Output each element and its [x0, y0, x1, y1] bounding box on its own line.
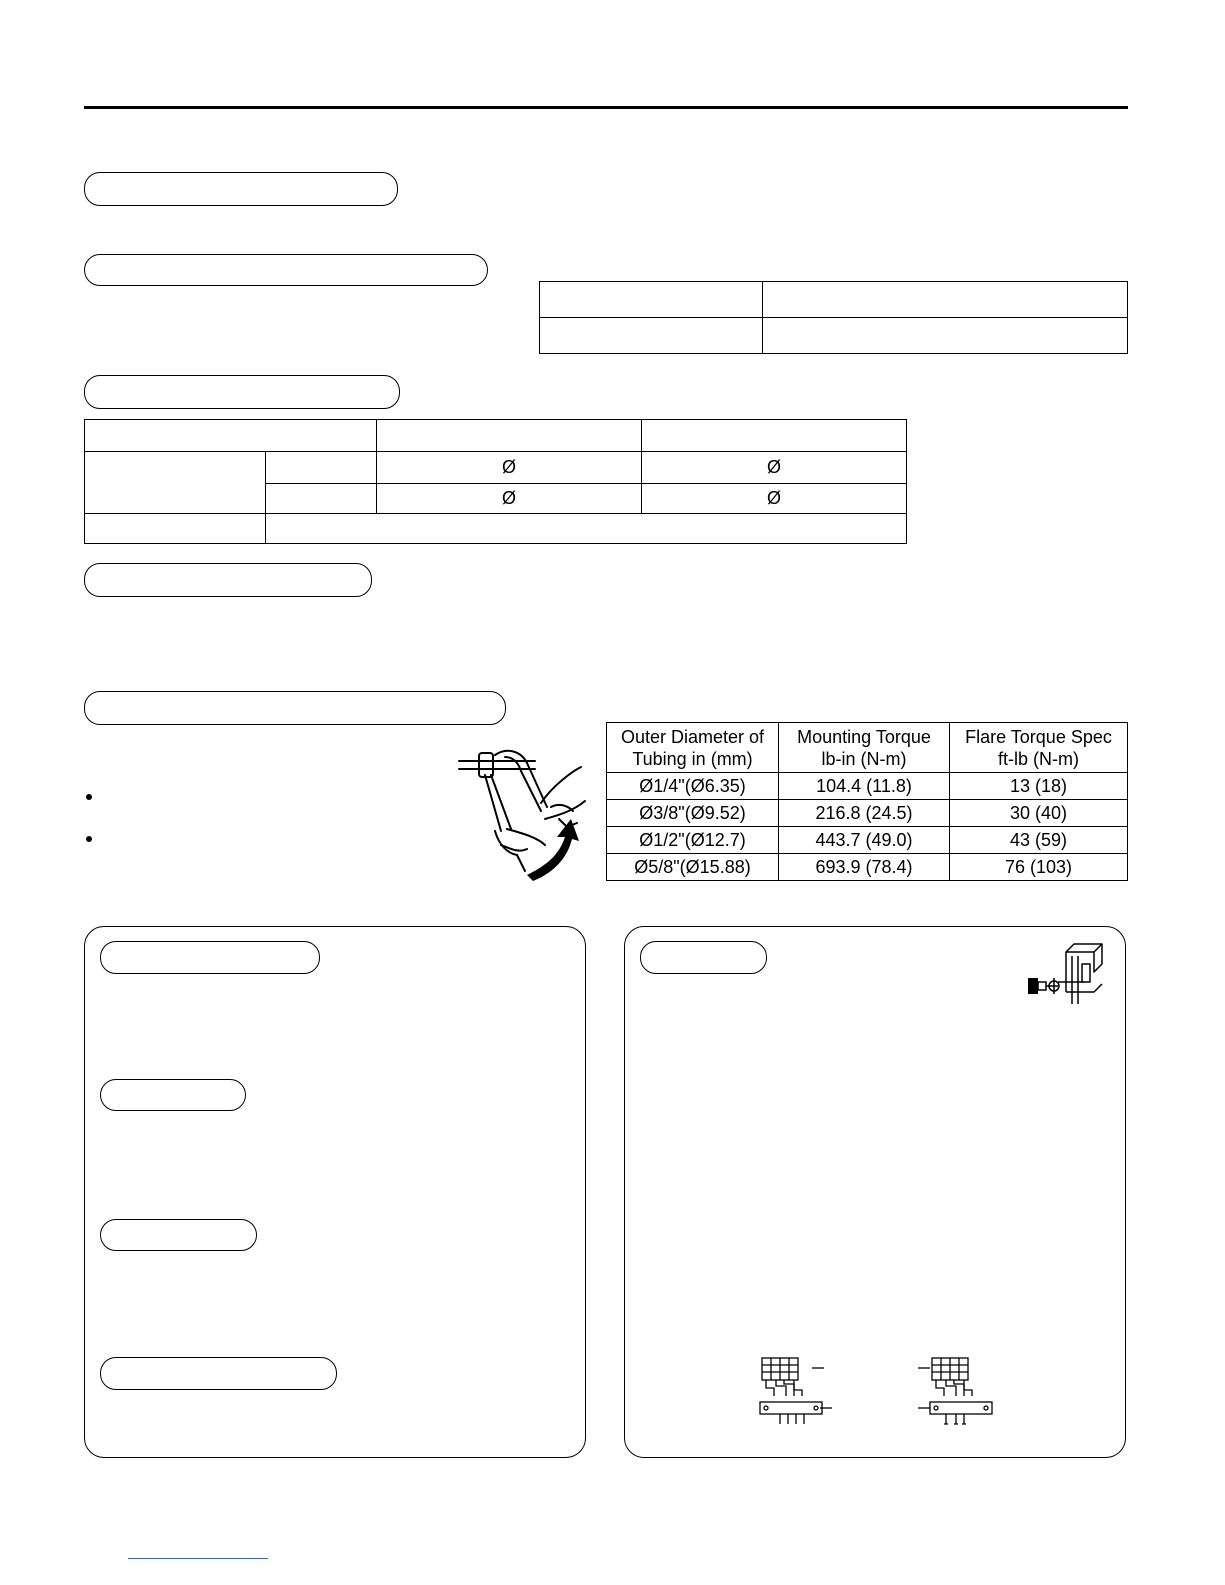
header-line: Mounting Torque	[797, 726, 931, 747]
diameter-symbol: Ø	[501, 488, 516, 508]
flare-torque-cell: 13 (18)	[950, 773, 1128, 800]
section-heading-2	[84, 254, 488, 286]
pipe-table-cell	[85, 452, 266, 514]
pipe-table-cell	[377, 452, 642, 484]
diameter-symbol: Ø	[766, 488, 781, 508]
pipe-table-cell	[85, 514, 266, 544]
left-panel-heading-1	[100, 941, 320, 974]
tubing-diameter-cell: Ø5/8"(Ø15.88)	[607, 854, 779, 881]
pipe-table-cell	[642, 452, 907, 484]
bottom-link-underline	[128, 1558, 268, 1559]
header-line: Tubing in (mm)	[632, 748, 753, 769]
table-row	[607, 800, 1128, 827]
small-table-cell	[540, 282, 763, 318]
small-table-cell	[763, 282, 1128, 318]
torque-header-diameter	[607, 723, 779, 773]
tubing-diameter-cell: Ø1/2"(Ø12.7)	[607, 827, 779, 854]
flare-torque-cell: 76 (103)	[950, 854, 1128, 881]
header-line: Flare Torque Spec	[965, 726, 1112, 747]
section-heading-1	[84, 172, 398, 206]
pipe-table-cell	[377, 484, 642, 514]
torque-spec-table	[606, 722, 1128, 881]
mounting-torque-cell: 443.7 (49.0)	[779, 827, 950, 854]
section-heading-5	[84, 691, 506, 725]
diameter-symbol: Ø	[766, 457, 781, 477]
header-line: lb-in (N-m)	[821, 748, 907, 769]
table-row	[607, 854, 1128, 881]
flare-torque-cell: 43 (59)	[950, 827, 1128, 854]
pipe-table-cell	[642, 420, 907, 452]
pipe-table-cell	[377, 420, 642, 452]
bullet-dot	[86, 794, 92, 800]
pipe-table-cell	[266, 452, 377, 484]
wrench-tightening-illustration	[455, 745, 600, 885]
bullet-dot	[86, 836, 92, 842]
left-panel-heading-4	[100, 1357, 337, 1390]
section-heading-4	[84, 563, 372, 597]
torque-header-mounting	[779, 723, 950, 773]
section-heading-3	[84, 375, 400, 409]
top-rule	[84, 106, 1128, 109]
header-line: Outer Diameter of	[620, 726, 765, 747]
small-spec-table	[539, 281, 1128, 354]
pipe-table-cell	[85, 420, 377, 452]
terminal-block-illustration-right	[916, 1354, 998, 1426]
pipe-table-cell	[266, 484, 377, 514]
tubing-diameter-cell: Ø1/4"(Ø6.35)	[607, 773, 779, 800]
tubing-diameter-cell: Ø3/8"(Ø9.52)	[607, 800, 779, 827]
mounting-torque-cell: 216.8 (24.5)	[779, 800, 950, 827]
left-panel-heading-2	[100, 1079, 246, 1111]
small-table-cell	[763, 318, 1128, 354]
left-panel-heading-3	[100, 1219, 257, 1251]
diameter-symbol: Ø	[501, 457, 516, 477]
table-row	[607, 773, 1128, 800]
mounting-torque-cell: 693.9 (78.4)	[779, 854, 950, 881]
table-row	[607, 827, 1128, 854]
small-table-cell	[540, 318, 763, 354]
pipe-table-cell	[642, 484, 907, 514]
terminal-block-illustration-left	[754, 1354, 836, 1426]
right-panel-heading	[640, 941, 767, 974]
pipe-table-cell	[266, 514, 907, 544]
bracket-mounting-illustration	[1024, 942, 1110, 1010]
flare-torque-cell: 30 (40)	[950, 800, 1128, 827]
header-line: ft-lb (N-m)	[998, 748, 1079, 769]
torque-header-flare	[950, 723, 1128, 773]
mounting-torque-cell: 104.4 (11.8)	[779, 773, 950, 800]
pipe-size-table	[84, 419, 907, 544]
